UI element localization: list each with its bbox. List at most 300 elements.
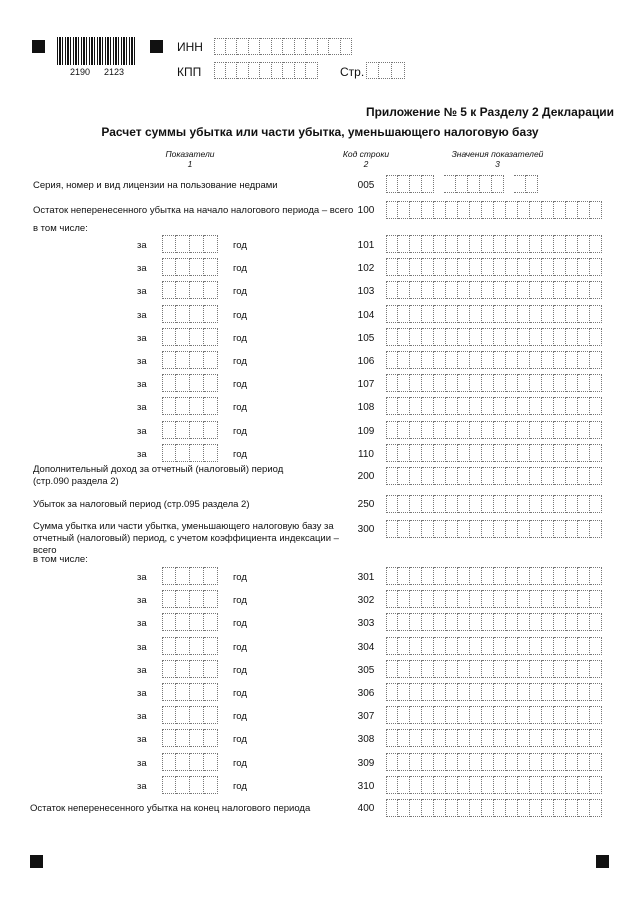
char-cell[interactable]: [386, 706, 398, 724]
char-cell[interactable]: [237, 62, 249, 79]
row-303-value-field[interactable]: [386, 613, 602, 631]
row-307-value-field[interactable]: [386, 706, 602, 724]
char-cell[interactable]: [446, 637, 458, 655]
char-cell[interactable]: [554, 729, 566, 747]
char-cell[interactable]: [494, 590, 506, 608]
char-cell[interactable]: [530, 637, 542, 655]
char-cell[interactable]: [506, 753, 518, 771]
char-cell[interactable]: [410, 637, 422, 655]
char-cell[interactable]: [162, 660, 176, 678]
char-cell[interactable]: [190, 258, 204, 276]
char-cell[interactable]: [566, 637, 578, 655]
char-cell[interactable]: [434, 374, 446, 392]
row-250-value-field[interactable]: [386, 495, 602, 513]
char-cell[interactable]: [190, 660, 204, 678]
char-cell[interactable]: [518, 753, 530, 771]
year-field[interactable]: [162, 281, 218, 299]
char-cell[interactable]: [470, 706, 482, 724]
char-cell[interactable]: [398, 637, 410, 655]
char-cell[interactable]: [162, 637, 176, 655]
char-cell[interactable]: [554, 637, 566, 655]
char-cell[interactable]: [494, 421, 506, 439]
char-cell[interactable]: [204, 351, 218, 369]
char-cell[interactable]: [422, 328, 434, 346]
char-cell[interactable]: [176, 753, 190, 771]
char-cell[interactable]: [162, 421, 176, 439]
page-number-field[interactable]: [366, 62, 405, 79]
char-cell[interactable]: [386, 258, 398, 276]
char-cell[interactable]: [190, 374, 204, 392]
char-cell[interactable]: [518, 706, 530, 724]
char-cell[interactable]: [176, 613, 190, 631]
row-400-value-field[interactable]: [386, 799, 602, 817]
char-cell[interactable]: [204, 235, 218, 253]
char-cell[interactable]: [204, 374, 218, 392]
char-cell[interactable]: [578, 397, 590, 415]
kpp-field[interactable]: [214, 62, 318, 79]
char-cell[interactable]: [190, 683, 204, 701]
char-cell[interactable]: [590, 520, 602, 538]
char-cell[interactable]: [456, 175, 468, 193]
char-cell[interactable]: [578, 776, 590, 794]
char-cell[interactable]: [566, 305, 578, 323]
char-cell[interactable]: [190, 444, 204, 462]
char-cell[interactable]: [518, 201, 530, 219]
char-cell[interactable]: [204, 753, 218, 771]
char-cell[interactable]: [542, 776, 554, 794]
year-field[interactable]: [162, 613, 218, 631]
char-cell[interactable]: [398, 799, 410, 817]
char-cell[interactable]: [566, 444, 578, 462]
char-cell[interactable]: [272, 38, 284, 55]
char-cell[interactable]: [398, 305, 410, 323]
row-100-value-field[interactable]: [386, 201, 602, 219]
char-cell[interactable]: [204, 567, 218, 585]
char-cell[interactable]: [590, 799, 602, 817]
char-cell[interactable]: [590, 590, 602, 608]
char-cell[interactable]: [470, 397, 482, 415]
char-cell[interactable]: [506, 660, 518, 678]
char-cell[interactable]: [386, 328, 398, 346]
char-cell[interactable]: [398, 351, 410, 369]
char-cell[interactable]: [470, 351, 482, 369]
char-cell[interactable]: [446, 397, 458, 415]
char-cell[interactable]: [398, 776, 410, 794]
char-cell[interactable]: [386, 660, 398, 678]
char-cell[interactable]: [554, 235, 566, 253]
char-cell[interactable]: [190, 397, 204, 415]
char-cell[interactable]: [162, 776, 176, 794]
char-cell[interactable]: [470, 683, 482, 701]
char-cell[interactable]: [554, 567, 566, 585]
char-cell[interactable]: [422, 567, 434, 585]
char-cell[interactable]: [542, 799, 554, 817]
char-cell[interactable]: [566, 520, 578, 538]
char-cell[interactable]: [176, 397, 190, 415]
char-cell[interactable]: [526, 175, 538, 193]
char-cell[interactable]: [578, 613, 590, 631]
char-cell[interactable]: [446, 235, 458, 253]
char-cell[interactable]: [506, 235, 518, 253]
char-cell[interactable]: [482, 613, 494, 631]
char-cell[interactable]: [542, 660, 554, 678]
year-field[interactable]: [162, 328, 218, 346]
char-cell[interactable]: [434, 421, 446, 439]
char-cell[interactable]: [176, 706, 190, 724]
char-cell[interactable]: [446, 328, 458, 346]
char-cell[interactable]: [283, 38, 295, 55]
char-cell[interactable]: [542, 281, 554, 299]
char-cell[interactable]: [410, 421, 422, 439]
char-cell[interactable]: [458, 351, 470, 369]
char-cell[interactable]: [494, 520, 506, 538]
char-cell[interactable]: [494, 495, 506, 513]
char-cell[interactable]: [506, 421, 518, 439]
char-cell[interactable]: [386, 495, 398, 513]
char-cell[interactable]: [398, 397, 410, 415]
char-cell[interactable]: [434, 799, 446, 817]
char-cell[interactable]: [458, 258, 470, 276]
char-cell[interactable]: [530, 201, 542, 219]
char-cell[interactable]: [422, 397, 434, 415]
char-cell[interactable]: [422, 590, 434, 608]
char-cell[interactable]: [386, 799, 398, 817]
char-cell[interactable]: [530, 590, 542, 608]
char-cell[interactable]: [554, 444, 566, 462]
char-cell[interactable]: [470, 613, 482, 631]
char-cell[interactable]: [226, 62, 238, 79]
char-cell[interactable]: [470, 258, 482, 276]
char-cell[interactable]: [470, 444, 482, 462]
char-cell[interactable]: [295, 38, 307, 55]
char-cell[interactable]: [566, 753, 578, 771]
char-cell[interactable]: [554, 421, 566, 439]
char-cell[interactable]: [458, 776, 470, 794]
char-cell[interactable]: [204, 305, 218, 323]
char-cell[interactable]: [470, 235, 482, 253]
char-cell[interactable]: [542, 467, 554, 485]
char-cell[interactable]: [458, 235, 470, 253]
row-302-value-field[interactable]: [386, 590, 602, 608]
char-cell[interactable]: [204, 590, 218, 608]
char-cell[interactable]: [162, 729, 176, 747]
char-cell[interactable]: [542, 637, 554, 655]
char-cell[interactable]: [446, 776, 458, 794]
char-cell[interactable]: [398, 235, 410, 253]
char-cell[interactable]: [446, 467, 458, 485]
char-cell[interactable]: [578, 520, 590, 538]
char-cell[interactable]: [554, 660, 566, 678]
char-cell[interactable]: [566, 328, 578, 346]
char-cell[interactable]: [379, 62, 392, 79]
char-cell[interactable]: [530, 729, 542, 747]
char-cell[interactable]: [518, 467, 530, 485]
char-cell[interactable]: [542, 567, 554, 585]
row-300-value-field[interactable]: [386, 520, 602, 538]
char-cell[interactable]: [386, 520, 398, 538]
char-cell[interactable]: [590, 258, 602, 276]
inn-field[interactable]: [214, 38, 352, 55]
char-cell[interactable]: [542, 421, 554, 439]
char-cell[interactable]: [578, 660, 590, 678]
char-cell[interactable]: [518, 258, 530, 276]
char-cell[interactable]: [458, 520, 470, 538]
char-cell[interactable]: [190, 351, 204, 369]
char-cell[interactable]: [410, 175, 422, 193]
char-cell[interactable]: [542, 351, 554, 369]
char-cell[interactable]: [518, 613, 530, 631]
char-cell[interactable]: [190, 753, 204, 771]
char-cell[interactable]: [530, 495, 542, 513]
char-cell[interactable]: [260, 62, 272, 79]
char-cell[interactable]: [470, 495, 482, 513]
char-cell[interactable]: [190, 706, 204, 724]
char-cell[interactable]: [398, 706, 410, 724]
char-cell[interactable]: [410, 201, 422, 219]
char-cell[interactable]: [434, 201, 446, 219]
char-cell[interactable]: [530, 444, 542, 462]
char-cell[interactable]: [530, 305, 542, 323]
char-cell[interactable]: [386, 305, 398, 323]
char-cell[interactable]: [518, 281, 530, 299]
char-cell[interactable]: [386, 613, 398, 631]
char-cell[interactable]: [422, 753, 434, 771]
char-cell[interactable]: [458, 753, 470, 771]
char-cell[interactable]: [446, 683, 458, 701]
year-field[interactable]: [162, 444, 218, 462]
char-cell[interactable]: [566, 281, 578, 299]
char-cell[interactable]: [542, 258, 554, 276]
char-cell[interactable]: [176, 281, 190, 299]
char-cell[interactable]: [482, 201, 494, 219]
char-cell[interactable]: [434, 706, 446, 724]
char-cell[interactable]: [386, 397, 398, 415]
char-cell[interactable]: [434, 660, 446, 678]
char-cell[interactable]: [162, 351, 176, 369]
char-cell[interactable]: [458, 660, 470, 678]
char-cell[interactable]: [434, 520, 446, 538]
row-101-value-field[interactable]: [386, 235, 602, 253]
char-cell[interactable]: [398, 328, 410, 346]
char-cell[interactable]: [542, 683, 554, 701]
char-cell[interactable]: [542, 613, 554, 631]
char-cell[interactable]: [578, 305, 590, 323]
char-cell[interactable]: [506, 683, 518, 701]
char-cell[interactable]: [434, 776, 446, 794]
char-cell[interactable]: [434, 351, 446, 369]
char-cell[interactable]: [434, 281, 446, 299]
char-cell[interactable]: [214, 62, 226, 79]
char-cell[interactable]: [306, 38, 318, 55]
char-cell[interactable]: [422, 613, 434, 631]
char-cell[interactable]: [386, 235, 398, 253]
char-cell[interactable]: [518, 590, 530, 608]
year-field[interactable]: [162, 637, 218, 655]
char-cell[interactable]: [190, 281, 204, 299]
char-cell[interactable]: [578, 706, 590, 724]
char-cell[interactable]: [530, 799, 542, 817]
char-cell[interactable]: [530, 706, 542, 724]
char-cell[interactable]: [386, 753, 398, 771]
char-cell[interactable]: [398, 520, 410, 538]
char-cell[interactable]: [446, 305, 458, 323]
char-cell[interactable]: [518, 328, 530, 346]
char-cell[interactable]: [482, 729, 494, 747]
char-cell[interactable]: [176, 590, 190, 608]
char-cell[interactable]: [226, 38, 238, 55]
char-cell[interactable]: [434, 613, 446, 631]
char-cell[interactable]: [494, 467, 506, 485]
char-cell[interactable]: [458, 637, 470, 655]
char-cell[interactable]: [446, 799, 458, 817]
char-cell[interactable]: [386, 374, 398, 392]
row-103-value-field[interactable]: [386, 281, 602, 299]
row-306-value-field[interactable]: [386, 683, 602, 701]
char-cell[interactable]: [434, 305, 446, 323]
char-cell[interactable]: [578, 799, 590, 817]
char-cell[interactable]: [162, 258, 176, 276]
char-cell[interactable]: [162, 613, 176, 631]
char-cell[interactable]: [506, 613, 518, 631]
char-cell[interactable]: [398, 495, 410, 513]
row-305-value-field[interactable]: [386, 660, 602, 678]
char-cell[interactable]: [578, 374, 590, 392]
char-cell[interactable]: [480, 175, 492, 193]
char-cell[interactable]: [566, 235, 578, 253]
char-cell[interactable]: [470, 281, 482, 299]
char-cell[interactable]: [482, 328, 494, 346]
char-cell[interactable]: [237, 38, 249, 55]
char-cell[interactable]: [410, 281, 422, 299]
char-cell[interactable]: [392, 62, 405, 79]
char-cell[interactable]: [566, 729, 578, 747]
char-cell[interactable]: [506, 567, 518, 585]
char-cell[interactable]: [494, 397, 506, 415]
char-cell[interactable]: [398, 201, 410, 219]
char-cell[interactable]: [386, 201, 398, 219]
char-cell[interactable]: [530, 421, 542, 439]
char-cell[interactable]: [482, 258, 494, 276]
char-cell[interactable]: [446, 351, 458, 369]
char-cell[interactable]: [162, 590, 176, 608]
char-cell[interactable]: [514, 175, 526, 193]
char-cell[interactable]: [204, 281, 218, 299]
char-cell[interactable]: [434, 328, 446, 346]
row-104-value-field[interactable]: [386, 305, 602, 323]
char-cell[interactable]: [590, 444, 602, 462]
char-cell[interactable]: [494, 351, 506, 369]
char-cell[interactable]: [566, 660, 578, 678]
char-cell[interactable]: [398, 444, 410, 462]
char-cell[interactable]: [468, 175, 480, 193]
char-cell[interactable]: [386, 281, 398, 299]
char-cell[interactable]: [494, 235, 506, 253]
year-field[interactable]: [162, 683, 218, 701]
char-cell[interactable]: [458, 799, 470, 817]
char-cell[interactable]: [204, 444, 218, 462]
char-cell[interactable]: [590, 201, 602, 219]
char-cell[interactable]: [578, 637, 590, 655]
char-cell[interactable]: [398, 729, 410, 747]
char-cell[interactable]: [318, 38, 330, 55]
char-cell[interactable]: [530, 467, 542, 485]
char-cell[interactable]: [446, 590, 458, 608]
char-cell[interactable]: [530, 258, 542, 276]
char-cell[interactable]: [494, 660, 506, 678]
char-cell[interactable]: [590, 281, 602, 299]
char-cell[interactable]: [176, 683, 190, 701]
char-cell[interactable]: [204, 613, 218, 631]
char-cell[interactable]: [506, 328, 518, 346]
char-cell[interactable]: [518, 776, 530, 794]
char-cell[interactable]: [190, 567, 204, 585]
char-cell[interactable]: [446, 660, 458, 678]
char-cell[interactable]: [506, 706, 518, 724]
char-cell[interactable]: [566, 397, 578, 415]
char-cell[interactable]: [410, 467, 422, 485]
row-005-license-field[interactable]: [386, 175, 538, 193]
char-cell[interactable]: [306, 62, 318, 79]
char-cell[interactable]: [176, 567, 190, 585]
char-cell[interactable]: [176, 305, 190, 323]
char-cell[interactable]: [422, 467, 434, 485]
char-cell[interactable]: [578, 444, 590, 462]
char-cell[interactable]: [410, 305, 422, 323]
char-cell[interactable]: [554, 706, 566, 724]
char-cell[interactable]: [494, 258, 506, 276]
char-cell[interactable]: [458, 613, 470, 631]
char-cell[interactable]: [458, 328, 470, 346]
char-cell[interactable]: [410, 799, 422, 817]
char-cell[interactable]: [386, 444, 398, 462]
char-cell[interactable]: [410, 374, 422, 392]
char-cell[interactable]: [176, 776, 190, 794]
char-cell[interactable]: [494, 444, 506, 462]
char-cell[interactable]: [398, 613, 410, 631]
char-cell[interactable]: [410, 567, 422, 585]
char-cell[interactable]: [398, 660, 410, 678]
char-cell[interactable]: [190, 235, 204, 253]
char-cell[interactable]: [176, 637, 190, 655]
char-cell[interactable]: [482, 706, 494, 724]
char-cell[interactable]: [506, 397, 518, 415]
char-cell[interactable]: [494, 613, 506, 631]
char-cell[interactable]: [272, 62, 284, 79]
char-cell[interactable]: [554, 281, 566, 299]
char-cell[interactable]: [518, 660, 530, 678]
char-cell[interactable]: [386, 590, 398, 608]
char-cell[interactable]: [386, 567, 398, 585]
row-309-value-field[interactable]: [386, 753, 602, 771]
char-cell[interactable]: [470, 421, 482, 439]
char-cell[interactable]: [422, 520, 434, 538]
char-cell[interactable]: [590, 328, 602, 346]
char-cell[interactable]: [458, 444, 470, 462]
char-cell[interactable]: [482, 799, 494, 817]
char-cell[interactable]: [590, 305, 602, 323]
char-cell[interactable]: [398, 374, 410, 392]
char-cell[interactable]: [410, 753, 422, 771]
char-cell[interactable]: [446, 567, 458, 585]
row-109-value-field[interactable]: [386, 421, 602, 439]
char-cell[interactable]: [190, 637, 204, 655]
char-cell[interactable]: [554, 328, 566, 346]
row-308-value-field[interactable]: [386, 729, 602, 747]
char-cell[interactable]: [444, 175, 456, 193]
char-cell[interactable]: [518, 637, 530, 655]
char-cell[interactable]: [482, 421, 494, 439]
char-cell[interactable]: [386, 729, 398, 747]
